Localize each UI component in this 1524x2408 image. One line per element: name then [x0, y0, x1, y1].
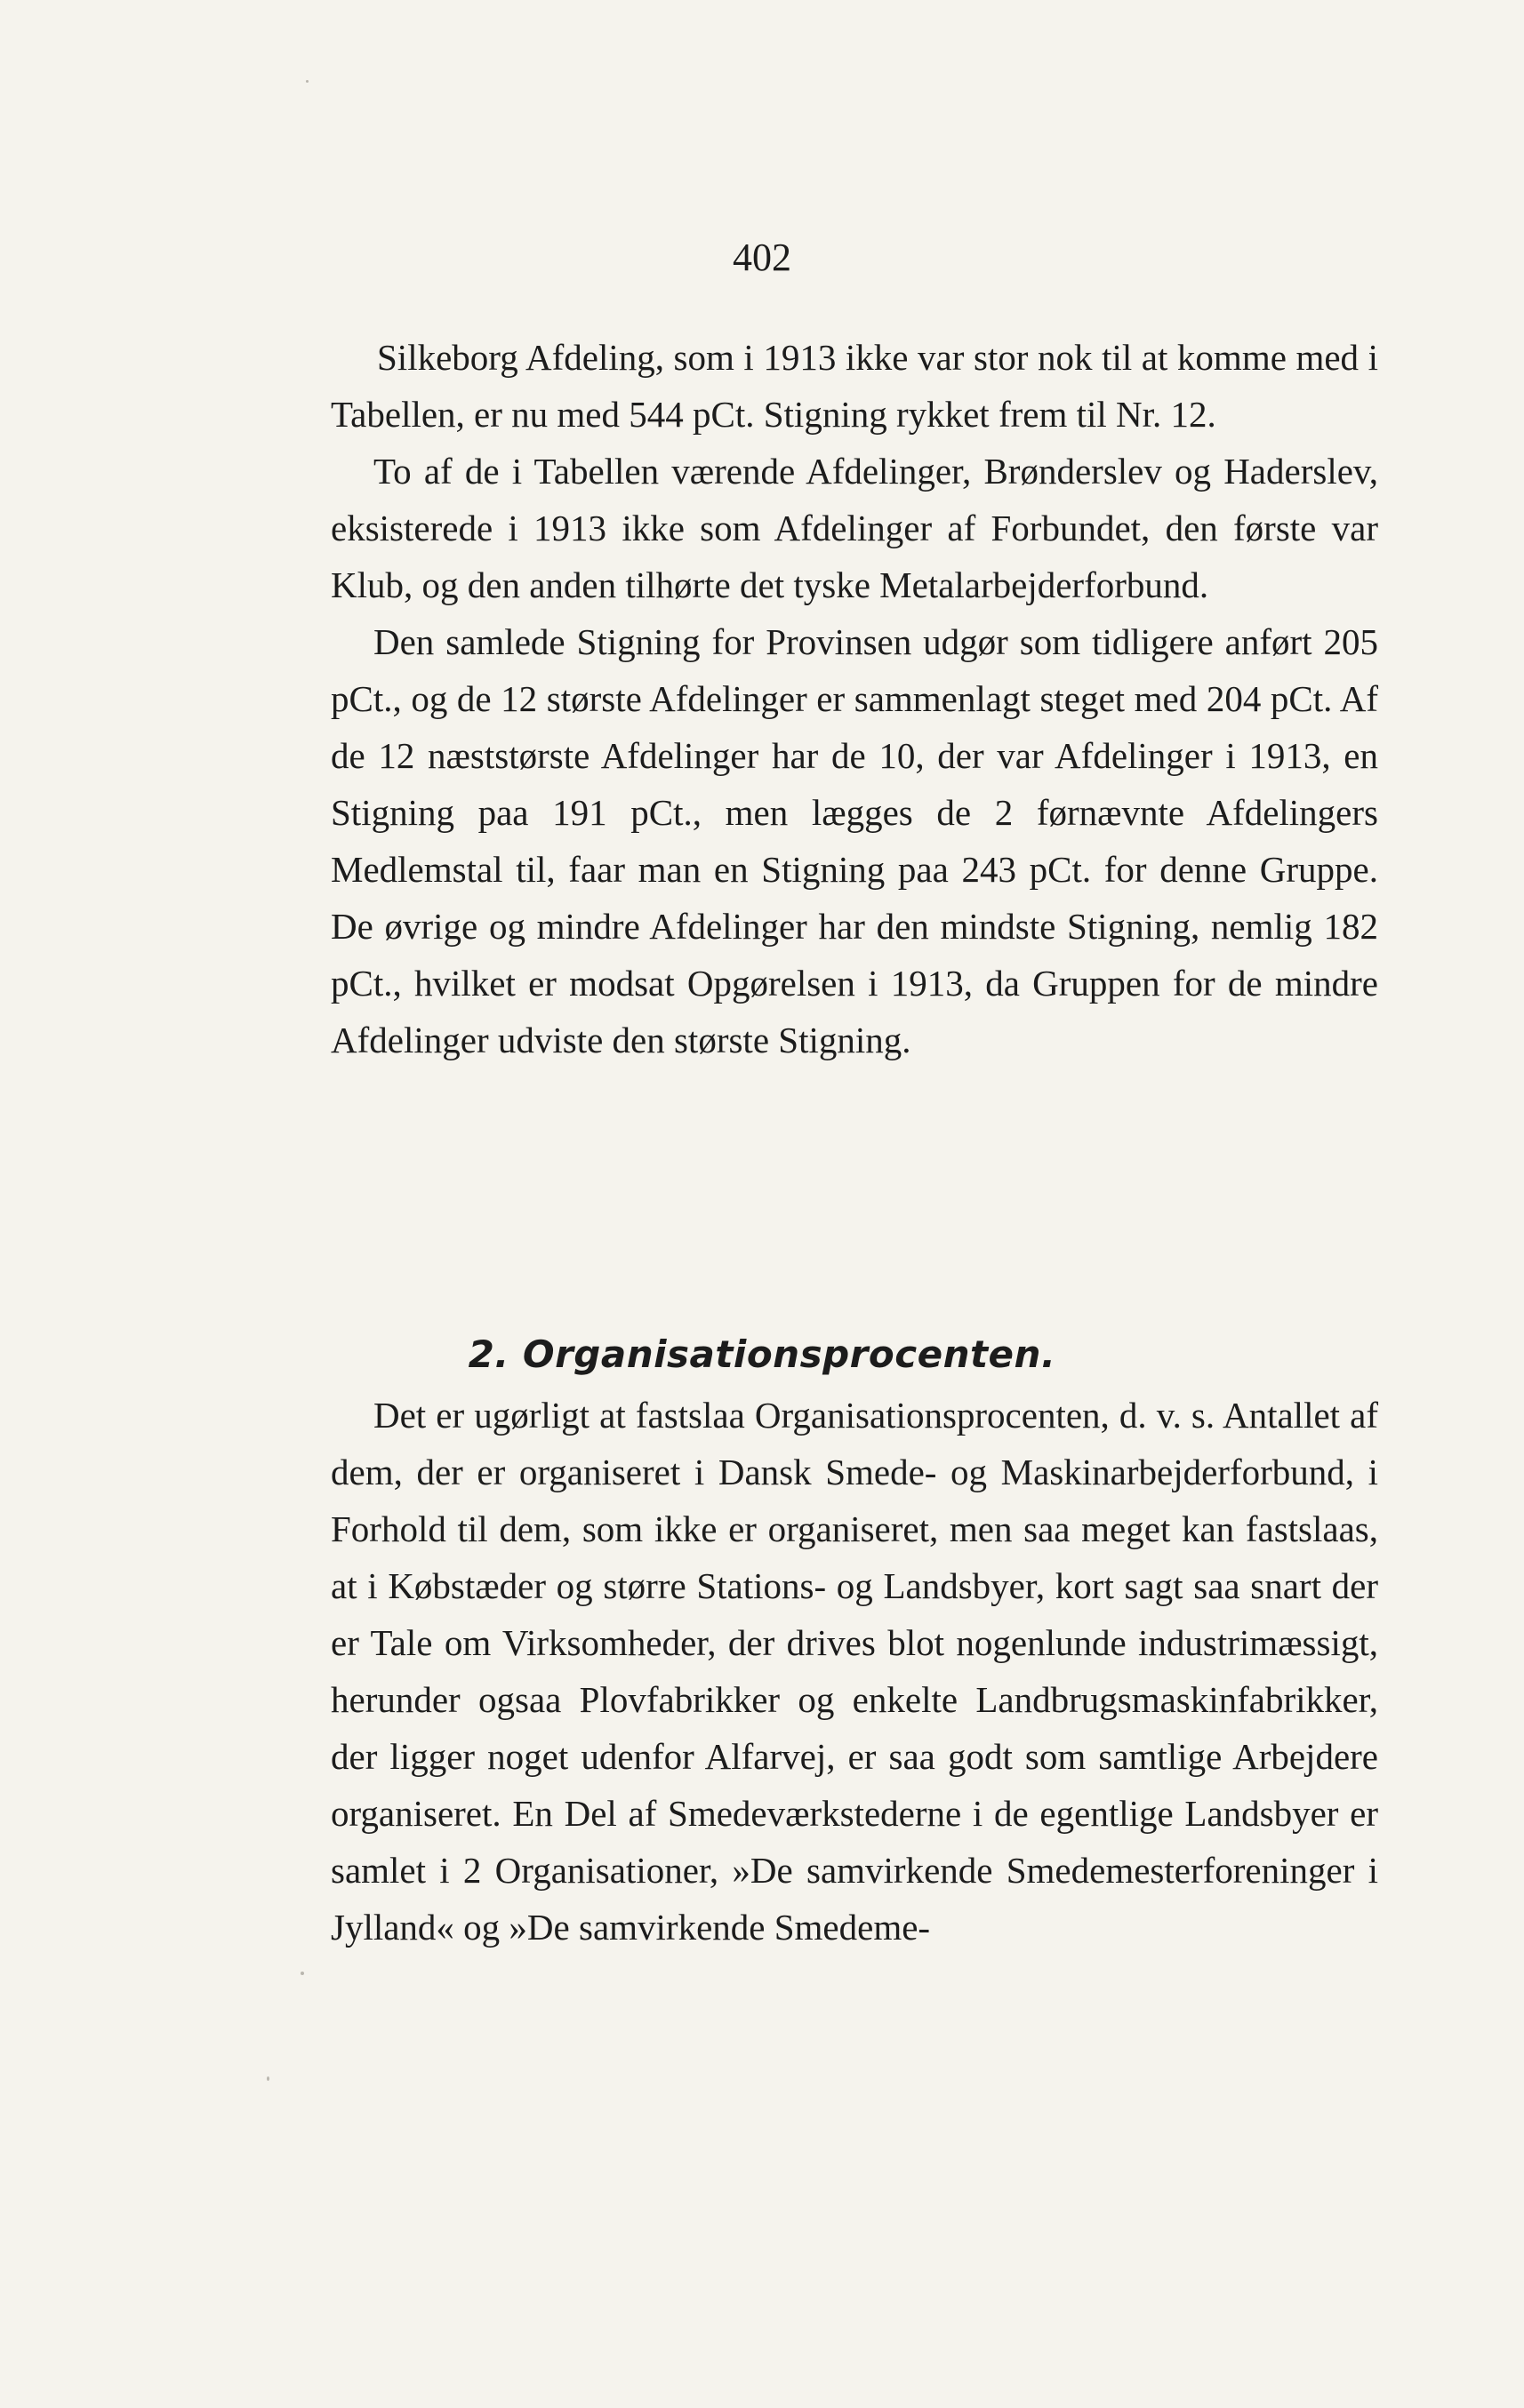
paper-speck [267, 2076, 269, 2081]
section-one-body [331, 329, 1378, 1068]
paragraph-organisationsprocenten: Det er ugørligt at fastslaa Organisationsprocenten, d. v. s. Antallet af dem, der er organiseret i Dansk Smede- og Maskinarbejderforbund, i Forhold til dem, som ikke er organiseret, men saa meget kan fastslaas, at i Købstæder og større Stations- og Landsbyer, kort sagt saa snart der er Tale om Virksomheder, der drives blot nogenlunde industrimæssigt, herunder ogsaa Plovfabrikker og enkelte Landbrugsmaskinfabrikker, der ligger noget udenfor Alfarvej, er saa godt som samtlige Arbejdere organiseret. En Del af Smedeværkstederne i de egentlige Landsbyer er samlet i 2 Organisationer, »De samvirkende Smedemesterforeninger i Jylland« og »De samvirkende Smedeme- [331, 1395, 1378, 1948]
paper-speck [301, 1972, 304, 1975]
paragraph-bronderslev-haderslev: To af de i Tabellen værende Afdelinger, Brønderslev og Haderslev, eksisterede i 1913 ikke som Afdelinger af Forbundet, den første var Klub, og den anden tilhørte det tyske Metalarbejderforbund. [331, 451, 1378, 605]
page-number: 402 [733, 236, 791, 279]
section-two-body [331, 1387, 1378, 1956]
section-heading-organisationsprocenten: 2. Organisationsprocenten. [468, 1332, 1056, 1376]
paragraph-provinsen-stigning: Den samlede Stigning for Provinsen udgør som tidligere anført 205 pCt., og de 12 største Afdelinger er sammenlagt steget med 204 pCt. Af de 12 næststørste Afdelinger har de 10, der var Afdelinger i 1913, en Stigning paa 191 pCt., men lægges de 2 førnævnte Afdelingers Medlemstal til, faar man en Stigning paa 243 pCt. for denne Gruppe. De øvrige og mindre Afdelinger har den mindste Stigning, nemlig 182 pCt., hvilket er modsat Opgørelsen i 1913, da Gruppen for de mindre Afdelinger udviste den største Stigning. [331, 621, 1378, 1060]
paper-speck [306, 80, 309, 83]
paragraph-silkeborg: Silkeborg Afdeling, som i 1913 ikke var stor nok til at komme med i Tabellen, er nu med 544 pCt. Stigning rykket frem til Nr. 12. [331, 337, 1378, 435]
